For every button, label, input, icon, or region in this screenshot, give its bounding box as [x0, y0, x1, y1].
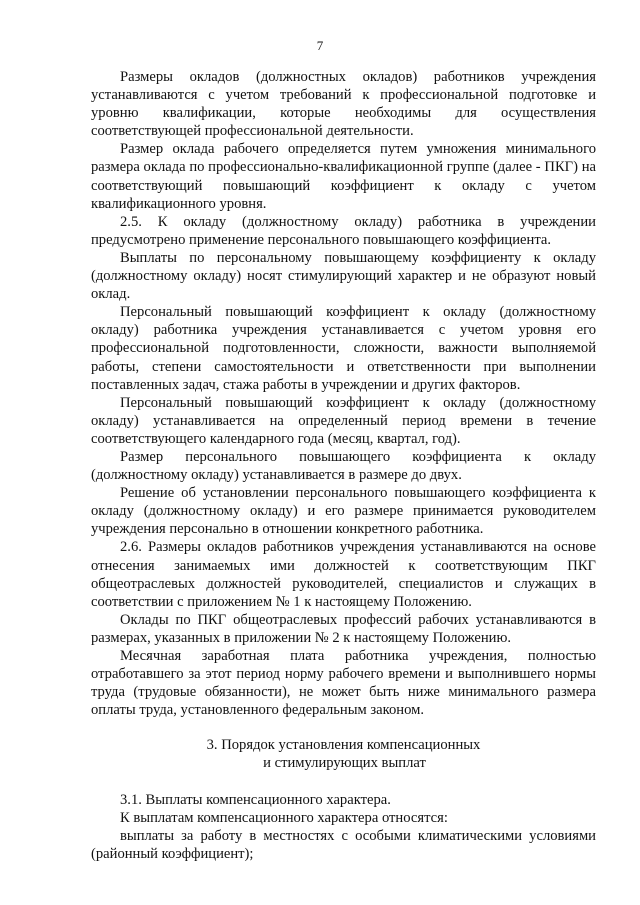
paragraph: Размер оклада рабочего определяется путем умножения минимального размера оклада по профессионально-квалификационной группе (далее - ПКГ) на соответствующий повышающий коэффициент к окладу с учетом квалификационного уровня.: [91, 141, 596, 212]
page-number: 7: [316, 38, 324, 53]
paragraph: Выплаты по персональному повышающему коэффициенту к окладу (должностному окладу) носят стимулирующий характер и не образуют новый оклад.: [91, 249, 596, 303]
paragraph: Размеры окладов (должностных окладов) работников учреждения устанавливаются с учетом требований к профессиональной подготовке и уровню квалификации, которые необходимы для осуществления соответствующей профессиональной деятельности.: [91, 69, 596, 140]
paragraph: Месячная заработная плата работника учреждения, полностью отработавшего за этот период норму рабочего времени и выполнившего нормы труда (трудовые обязанности), не может быть ниже минимального размера оплаты труда, установленного федеральным законом.: [91, 648, 596, 719]
section-heading-line-1: 3. Порядок установления компенсационных: [206, 737, 481, 754]
document-body: [91, 68, 596, 863]
paragraph: выплаты за работу в местностях с особыми климатическими условиями (районный коэффициент);: [91, 827, 596, 862]
paragraph: 2.5. К окладу (должностному окладу) работника в учреждении предусмотрено применение персонального повышающего коэффициента.: [91, 213, 596, 248]
paragraph: 2.6. Размеры окладов работников учреждения устанавливаются на основе отнесения занимаемых ими должностей к соответствующим ПКГ общеотраслевых должностей руководителей, специалистов и служащих в соответствии с приложением № 1 к настоящему Положению.: [91, 539, 596, 610]
paragraph: Оклады по ПКГ общеотраслевых профессий рабочих устанавливаются в размерах, указанных в приложении № 2 к настоящему Положению.: [91, 611, 596, 646]
paragraph: Персональный повышающий коэффициент к окладу (должностному окладу) работника учреждения устанавливается с учетом уровня его профессиональной подготовленности, сложности, важности выполняемой работы, степени самостоятельности и ответственности при выполнении поставленных задач, стажа работы в учреждении и других факторов.: [91, 304, 596, 393]
section-heading: [91, 736, 596, 772]
paragraph: Персональный повышающий коэффициент к окладу (должностному окладу) устанавливается на определенный период времени в течение соответствующего календарного года (месяц, квартал, год).: [91, 394, 596, 447]
paragraph: 3.1. Выплаты компенсационного характера.: [120, 791, 391, 808]
section-heading-line-2: и стимулирующих выплат: [263, 755, 426, 772]
paragraph: Решение об установлении персонального повышающего коэффициента к окладу (должностному окладу) и его размере принимается руководителем учреждения персонально в отношении конкретного работника.: [91, 485, 596, 538]
paragraph: Размер персонального повышающего коэффициента к окладу (должностному окладу) устанавливается в размере до двух.: [91, 448, 596, 484]
paragraph: К выплатам компенсационного характера относятся:: [120, 809, 448, 826]
